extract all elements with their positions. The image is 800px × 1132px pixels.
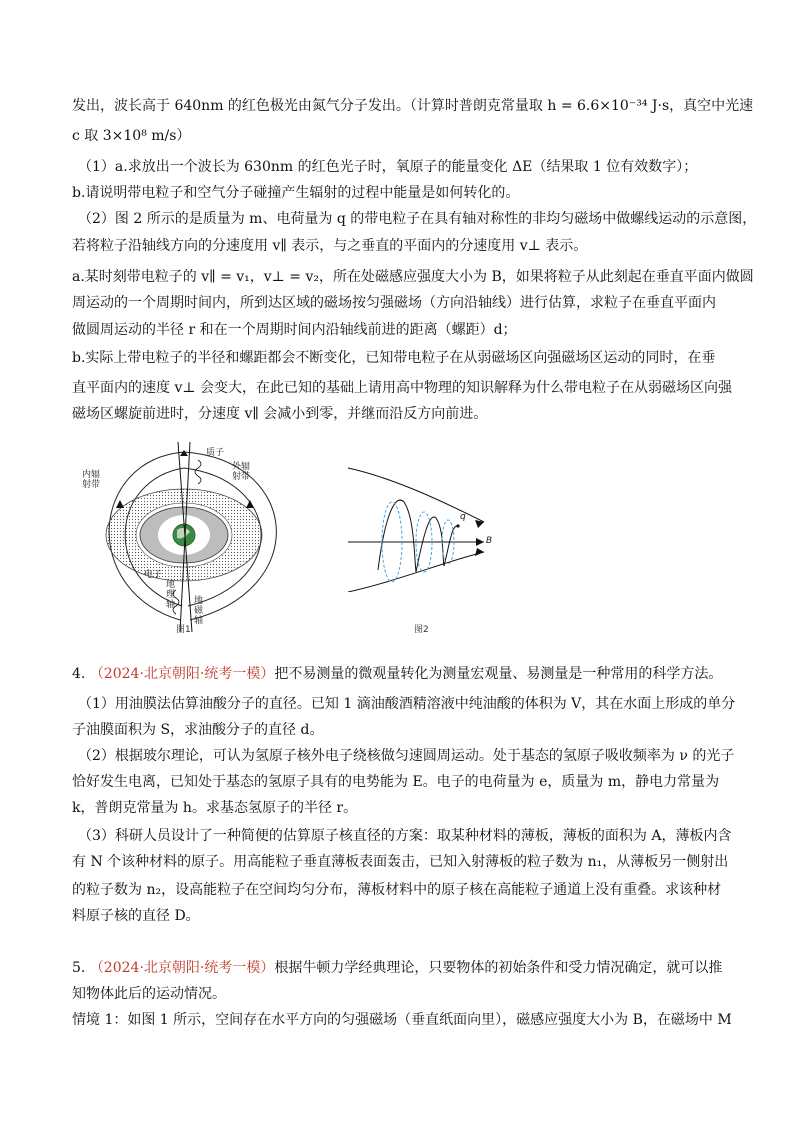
paragraph-line: （1）a.求放出一个波长为 630nm 的红色光子时，氧原子的能量变化 ΔE（结果取 1 位有效数字）；: [78, 159, 698, 175]
paragraph-line: 子油膜面积为 S，求油酸分子的直径 d。: [72, 722, 324, 738]
paragraph-line: 直平面内的速度 v⊥ 会变大，在此已知的基础上请用高中物理的知识解释为什么带电粒子在从弱磁场区向强: [72, 380, 732, 396]
paragraph-line: 做圆周运动的半径 r 和在一个周期时间内沿轴线前进的距离（螺距）d；: [72, 322, 517, 338]
paragraph-line: （2）图 2 所示的是质量为 m、电荷量为 q 的带电粒子在具有轴对称性的非均匀磁场中做螺线运动的示意图，: [78, 211, 757, 227]
helix-diagram: [344, 462, 494, 592]
paragraph-line: 周运动的一个周期时间内，所到达区域的磁场按匀强磁场（方向沿轴线）进行估算，求粒子在垂直平面内: [72, 295, 716, 311]
label-proton: 质子: [206, 448, 225, 458]
paragraph-line: k，普朗克常量为 h。求基态氢原子的半径 r。: [72, 800, 358, 816]
question-4-header: [72, 664, 722, 684]
question-number: 4.: [72, 666, 86, 682]
paragraph-line: 有 N 个该种材料的原子。用高能粒子垂直薄板表面轰击，已知入射薄板的粒子数为 n₁，从薄板另一侧射出: [72, 854, 729, 870]
paragraph-line: 料原子核的直径 D。: [72, 908, 200, 924]
paragraph-line: 情境 1：如图 1 所示，空间存在水平方向的匀强磁场（垂直纸面向里），磁感应强度大小为 B，在磁场中 M: [72, 1012, 732, 1028]
paragraph-line: （2）根据玻尔理论，可认为氢原子核外电子绕核做匀速圆周运动。处于基态的氢原子吸收频率为 ν 的光子: [78, 748, 735, 764]
figure-2-caption: 图2: [414, 625, 429, 635]
paragraph-line: 的粒子数为 n₂，设高能粒子在空间均匀分布，薄板材料中的原子核在高能粒子通道上没有重叠。求该种材: [72, 882, 722, 898]
question-text: 根据牛顿力学经典理论，只要物体的初始条件和受力情况确定，就可以推: [274, 960, 723, 976]
label-B: B: [486, 536, 493, 546]
paragraph-line: （3）科研人员设计了一种简便的估算原子核直径的方案：取某种材料的薄板，薄板的面积为 A，薄板内含: [78, 828, 732, 844]
paragraph-line: 若将粒子沿轴线方向的分速度用 v∥ 表示，与之垂直的平面内的分速度用 v⊥ 表示。: [72, 238, 588, 254]
label-inner-belt: 内辐 射带: [82, 470, 101, 490]
label-outer-belt: 外辐 射带: [232, 462, 251, 482]
question-number: 5.: [72, 960, 86, 976]
paragraph-line: 知物体此后的运动情况。: [72, 986, 226, 1002]
label-geographic-axis: 地 理 轴: [166, 580, 176, 610]
question-source: （2024·北京朝阳·统考一模）: [89, 960, 275, 976]
label-q: q: [460, 512, 466, 522]
question-5-header: [72, 958, 722, 978]
paragraph-line: 磁场区螺旋前进时，分速度 v∥ 会减小到零，并继而沿反方向前进。: [72, 406, 488, 422]
paragraph-line: b.实际上带电粒子的半径和螺距都会不断变化，已知带电粒子在从弱磁场区向强磁场区运动的同时，在垂: [72, 350, 716, 366]
paragraph-line: 发出，波长高于 640nm 的红色极光由氮气分子发出。（计算时普朗克常量取 h = 6.6×10⁻³⁴ J·s，真空中光速: [72, 98, 754, 114]
paragraph-line: （1）用油膜法估算油酸分子的直径。已知 1 滴油酸酒精溶液中纯油酸的体积为 V，其在水面上形成的单分: [78, 696, 736, 712]
paragraph-line: b.请说明带电粒子和空气分子碰撞产生辐射的过程中能量是如何转化的。: [72, 185, 520, 201]
figure-1-radiation-belts: [80, 440, 316, 636]
proton-path: [195, 460, 201, 484]
question-text: 把不易测量的微观量转化为测量宏观量、易测量是一种常用的科学方法。: [274, 666, 723, 682]
figure-1-caption: 图1: [176, 625, 191, 635]
figure-2-helix: [344, 462, 494, 592]
paragraph-line: 恰好发生电离，已知处于基态的氢原子具有的电势能为 E。电子的电荷量为 e，质量为 m，静电力常量为: [72, 774, 720, 790]
paragraph-line: a.某时刻带电粒子的 v∥ = v₁，v⊥ = v₂，所在处磁感应强度大小为 B，如果将粒子从此刻起在垂直平面内做圆: [72, 269, 754, 285]
label-electron: 电子: [144, 570, 163, 580]
paragraph-line: c 取 3×10⁸ m/s）: [72, 128, 191, 144]
question-source: （2024·北京朝阳·统考一模）: [89, 666, 275, 682]
label-magnetic-axis: 地 磁 轴: [194, 596, 204, 626]
